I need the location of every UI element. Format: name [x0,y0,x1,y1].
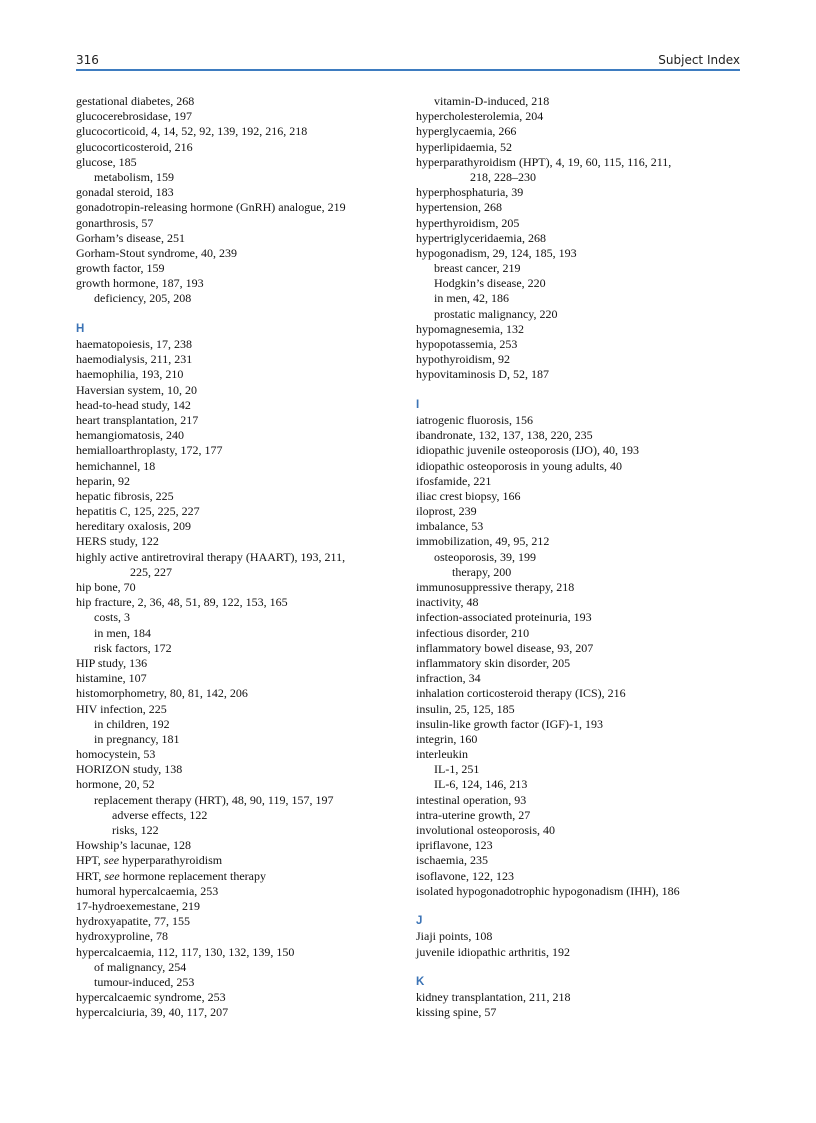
index-entry: haemophilia, 193, 210 [76,367,184,382]
index-entry: heparin, 92 [76,473,130,488]
index-entry: juvenile idiopathic arthritis, 192 [416,944,570,959]
index-entry: iliac crest biopsy, 166 [416,488,521,503]
index-entry: hepatic fibrosis, 225 [76,488,174,503]
index-subentry: therapy, 200 [452,564,512,579]
index-entry: infectious disorder, 210 [416,625,530,640]
index-entry: involutional osteoporosis, 40 [416,823,555,837]
index-entry: hip fracture, 2, 36, 48, 51, 89, 122, 153, 165 [76,595,288,610]
index-entry: imbalance, 53 [416,519,484,534]
index-entry: inflammatory bowel disease, 93, 207 [416,640,594,655]
index-entry: hemichannel, 18 [76,458,156,473]
running-title: Subject Index [658,53,740,67]
index-subentry: Hodgkin’s disease, 220 [434,276,546,291]
index-entry: histomorphometry, 80, 81, 142, 206 [76,686,248,701]
index-entry: hypomagnesemia, 132 [416,321,524,336]
index-entry: integrin, 160 [416,731,478,746]
index-entry: haematopoiesis, 17, 238 [76,337,192,351]
index-entry: immobilization, 49, 95, 212 [416,534,550,549]
index-entry: hyperlipidaemia, 52 [416,139,512,154]
index-entry: Gorham-Stout syndrome, 40, 239 [76,245,237,260]
index-subentry: osteoporosis, 39, 199 [434,549,536,564]
section-spacer [416,899,742,914]
index-entry: hyperparathyroidism (HPT), 4, 19, 60, 115, 116, 211, [416,154,672,169]
index-entry: Gorham’s disease, 251 [76,230,185,245]
index-entry: head-to-head study, 142 [76,397,191,412]
index-entry: hyperglycaemia, 266 [416,124,517,139]
index-entry: iloprost, 239 [416,504,477,519]
index-subentry: in men, 42, 186 [434,291,509,306]
index-entry: insulin-like growth factor (IGF)-1, 193 [416,716,603,731]
index-subentry: prostatic malignancy, 220 [434,306,558,321]
index-entry: hemangiomatosis, 240 [76,428,184,443]
section-spacer [416,383,742,398]
see-reference: see [103,853,120,868]
index-entry [76,869,396,884]
section-spacer [416,960,742,975]
index-subentry: in children, 192 [94,716,170,731]
see-reference: see [104,868,120,883]
index-entry: Howship’s lacunae, 128 [76,838,191,853]
index-column-left [76,94,396,1020]
index-entry: hyperthyroidism, 205 [416,215,520,230]
index-entry: intra-uterine growth, 27 [416,807,531,822]
index-entry: gonarthrosis, 57 [76,215,154,230]
index-entry: Jiaji points, 108 [416,929,493,944]
index-entry: idiopathic juvenile osteoporosis (IJO), 40, 193 [416,443,639,458]
index-entry: hypercalcaemia, 112, 117, 130, 132, 139, 150 [76,944,295,959]
index-entry: humoral hypercalcaemia, 253 [76,883,219,898]
index-entry: ifosfamide, 221 [416,473,492,488]
index-entry: hemialloarthroplasty, 172, 177 [76,443,223,458]
index-entry: isoflavone, 122, 123 [416,868,514,883]
index-entry: glucocerebrosidase, 197 [76,109,192,124]
see-target: hormone replacement therapy [119,868,266,883]
index-column-right [416,94,742,1020]
index-entry-continuation: 225, 227 [130,564,172,579]
entry-term: HPT, [76,853,104,868]
index-subentry: of malignancy, 254 [94,959,187,974]
section-letter-heading: J [416,915,423,928]
index-entry: hypercalciuria, 39, 40, 117, 207 [76,1005,229,1020]
index-entry: Haversian system, 10, 20 [76,382,197,397]
entry-term: HRT, [76,868,105,883]
index-entry: hypertriglyceridaemia, 268 [416,230,546,245]
index-entry: inactivity, 48 [416,595,479,610]
index-subentry: tumour-induced, 253 [94,974,195,989]
index-subentry: IL-6, 124, 146, 213 [434,777,528,792]
index-subentry: deficiency, 205, 208 [94,291,192,306]
index-entry: hereditary oxalosis, 209 [76,519,191,534]
index-entry: isolated hypogonadotrophic hypogonadism (IHH), 186 [416,883,680,898]
index-entry: haemodialysis, 211, 231 [76,352,193,367]
index-entry: 17-hydroexemestane, 219 [76,898,200,913]
index-entry: inflammatory skin disorder, 205 [416,655,571,670]
section-letter-heading: K [416,975,425,988]
page-number: 316 [76,53,99,67]
index-entry: ischaemia, 235 [416,853,488,868]
index-entry: glucocorticosteroid, 216 [76,139,193,154]
index-entry: infraction, 34 [416,671,481,686]
index-entry: intestinal operation, 93 [416,792,527,807]
index-entry: hypothyroidism, 92 [416,352,511,367]
index-entry: iatrogenic fluorosis, 156 [416,412,533,427]
index-subentry: vitamin-D-induced, 218 [434,94,550,108]
header-rule [76,69,740,71]
index-entry: kidney transplantation, 211, 218 [416,990,571,1005]
index-entry: hypogonadism, 29, 124, 185, 193 [416,245,577,260]
index-entry: histamine, 107 [76,671,147,686]
index-entry: ipriflavone, 123 [416,838,493,853]
index-entry-continuation: 218, 228–230 [470,169,536,184]
index-entry: immunosuppressive therapy, 218 [416,580,575,594]
index-entry: homocystein, 53 [76,747,156,762]
index-subentry: risk factors, 172 [94,640,172,655]
index-entry: interleukin [416,747,468,762]
index-subentry: IL-1, 251 [434,762,480,777]
index-entry: hypertension, 268 [416,200,502,215]
index-entry: hepatitis C, 125, 225, 227 [76,504,200,519]
index-entry: idiopathic osteoporosis in young adults, 40 [416,458,622,473]
index-entry: hormone, 20, 52 [76,777,155,792]
index-entry: hypovitaminosis D, 52, 187 [416,367,550,382]
index-entry: glucocorticoid, 4, 14, 52, 92, 139, 192, 216, 218 [76,124,308,139]
index-entry: infection-associated proteinuria, 193 [416,610,592,625]
index-entry: hypopotassemia, 253 [416,337,518,351]
index-subentry: risks, 122 [112,823,159,837]
index-entry [76,853,396,868]
index-subentry: breast cancer, 219 [434,261,521,276]
index-entry: glucose, 185 [76,154,137,169]
index-entry: growth hormone, 187, 193 [76,276,204,291]
see-target: hyperparathyroidism [119,853,223,868]
index-subentry: in pregnancy, 181 [94,731,180,746]
index-entry: HIP study, 136 [76,655,148,670]
index-entry: ibandronate, 132, 137, 138, 220, 235 [416,428,593,443]
index-entry: hyperphosphaturia, 39 [416,185,524,200]
index-entry: HIV infection, 225 [76,701,167,716]
index-entry: gestational diabetes, 268 [76,94,195,108]
index-entry: hypercholesterolemia, 204 [416,109,544,124]
index-entry: kissing spine, 57 [416,1005,497,1020]
index-subentry: metabolism, 159 [94,169,174,184]
index-entry: inhalation corticosteroid therapy (ICS), 216 [416,686,626,701]
index-entry: hip bone, 70 [76,580,136,594]
index-entry: insulin, 25, 125, 185 [416,701,515,716]
index-entry: HORIZON study, 138 [76,762,183,777]
index-subentry: adverse effects, 122 [112,807,208,822]
index-entry: gonadotropin-releasing hormone (GnRH) analogue, 219 [76,200,346,215]
index-entry: hydroxyproline, 78 [76,929,168,944]
index-subentry: costs, 3 [94,610,130,625]
section-letter-heading: I [416,398,420,411]
index-entry: highly active antiretroviral therapy (HAART), 193, 211, [76,549,346,564]
index-entry: hydroxyapatite, 77, 155 [76,914,190,929]
section-spacer [76,307,396,322]
section-letter-heading: H [76,322,85,335]
index-subentry: in men, 184 [94,625,151,640]
index-entry: growth factor, 159 [76,261,165,276]
index-entry: gonadal steroid, 183 [76,185,174,200]
index-entry: HERS study, 122 [76,534,159,549]
index-subentry: replacement therapy (HRT), 48, 90, 119, 157, 197 [94,792,334,807]
index-entry: hypercalcaemic syndrome, 253 [76,990,226,1005]
index-entry: heart transplantation, 217 [76,412,199,427]
